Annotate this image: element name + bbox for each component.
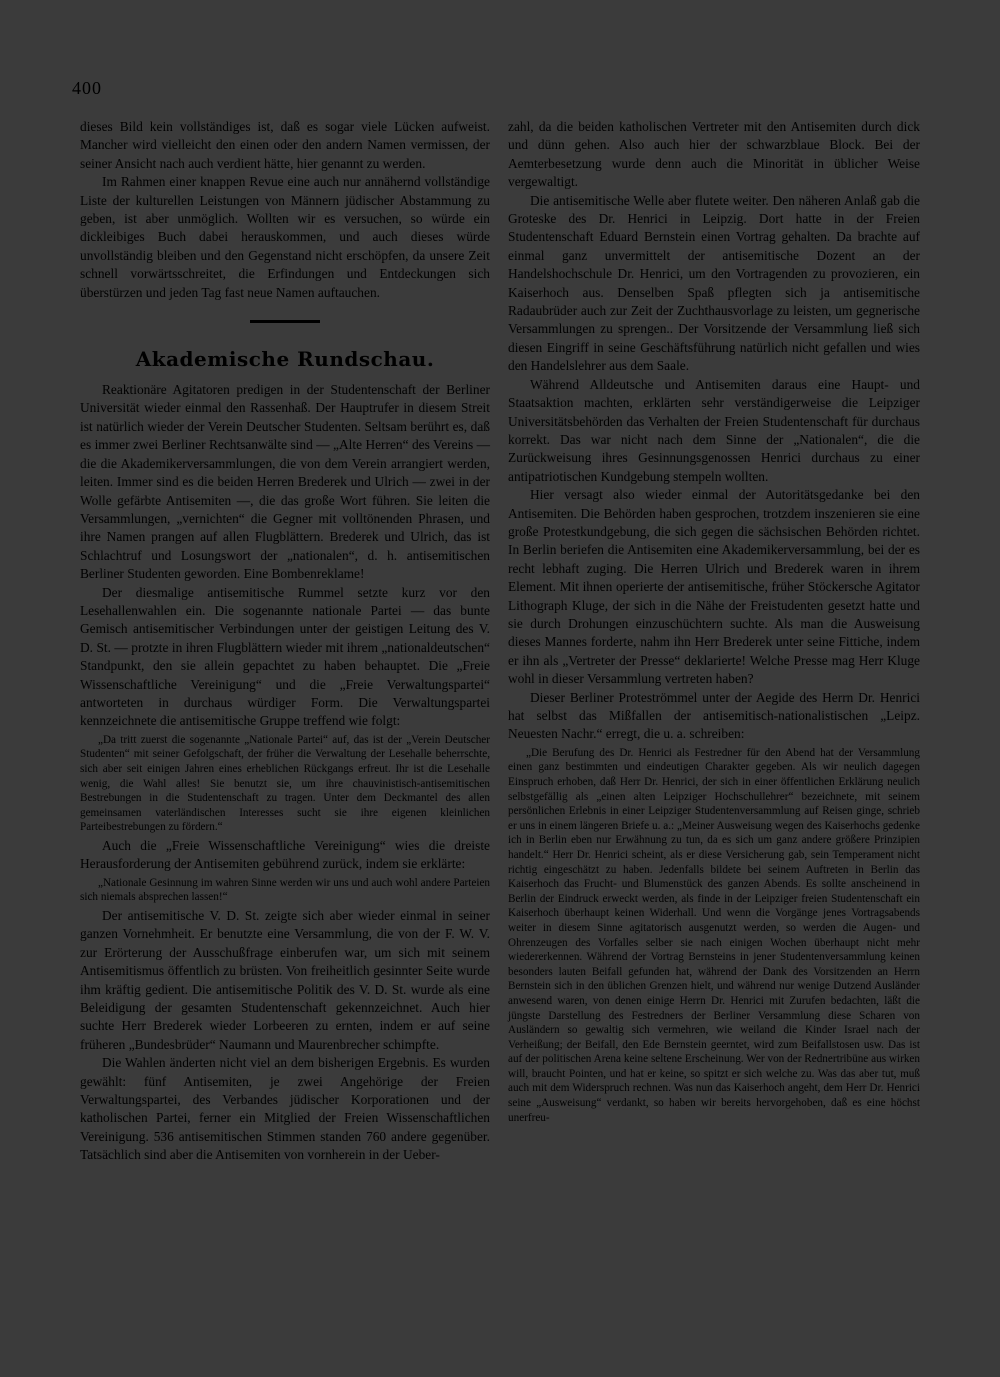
left-paragraph-6: Der antisemitische V. D. St. zeigte sich aber wieder einmal in seiner ganzen Vornehmheit. Er benutzte eine Versammlung, die von der F. W. V. zur Erörterung der Ausschußfrage einberufen war, um sich mit seinem Antisemitismus öffentlich zu brüsten. Von freiheitlich gesinnter Seite wurde ihm kräftig gedient. Die antisemitische Politik des V. D. St. wurde als eine Beleidigung der gesamten Studentenschaft gekennzeichnet. Auch hier suchte Herr Brederek wieder Lorbeeren zu ernten, indem er auf seine früheren „Bundesbrüder“ Naumann und Maurenbrecher schimpfte. <box>80 907 490 1052</box>
left-paragraph-1: dieses Bild kein vollständiges ist, daß es sogar viele Lücken aufweist. Mancher wird vielleicht den einen oder den andern Namen vermissen, der seiner Ansicht nach auch verdient hätte, hier genannt zu werden. <box>80 119 490 171</box>
left-paragraph-7: Die Wahlen änderten nicht viel an dem bisherigen Ergebnis. Es wurden gewählt: fünf Antisemiten, je zwei Angehörige der Freien Verwaltungspartei, des Verbandes jüdischer Korporationen und der katholischen Partei, ferner ein Mitglied der Freien Wissenschaftlichen Vereinigung. 536 antisemitischen Stimmen standen 760 andere gegenüber. Tatsächlich sind aber die Antisemiten von vornherein in der Ueber- <box>80 1055 490 1163</box>
section-heading: Akademische Rundschau. <box>135 347 435 372</box>
left-paragraph-5: Auch die „Freie Wissenschaftliche Vereinigung“ wies die dreiste Herausforderung der Antisemiten gebührend zurück, indem sie erklärte: <box>80 837 490 872</box>
page-number: 400 <box>72 78 102 98</box>
right-quote-1: „Die Berufung des Dr. Henrici als Festredner für den Abend hat der Versammlung einen ganz bestimmten und eindeutigen Charakter gegeben. Als wir neulich dagegen Einspruch erhoben, daß Herr Dr. Henrici, der sich in einer öffentlichen Erklärung neulich selbstgefällig als „einen alten Leipziger Hochschullehrer“ bezeichnete, mit seinem persönlichen Erlebnis in einer Leipziger Studentenversammlung auf Reisen ginge, schrieb er uns in einem längeren Briefe u. a.: „Meiner Ausweisung wegen des Kaiserhochs gedenke ich in Berlin eben nur Erwähnung zu tun, da es sich um ganz andere größere Prinzipien handelt.“ Herr Dr. Henrici scheint, als er diese Versicherung gab, sein Temperament nicht richtig eingeschätzt zu haben. Jedenfalls bildete bei seinem Auftreten in Berlin das Kaiserhoch das Frucht- und Blumenstück des ganzen Abends. Es sollte anscheinend in Berlin der Eindruck erweckt werden, als finde in der Leipziger freien Studentenschaft ein Kaiserhoch überhaupt keinen Widerhall. Und wenn die Vorgänge jenes Vortragsabends weiter in diesem Sinne agitatorisch ausgenutzt werden, so werden die Augen- und Ohrenzeugen des Vorfalles selber sie nach einigen Wochen überhaupt nicht mehr wiedererkennen. Während der Vortrag Bernsteins in jener Studentenversammlung keinen besonders lauten Beifall gefunden hat, während der Dank des Vorsitzenden an Herrn Bernstein sich in den üblichen Grenzen hielt, und während nur wenige Dutzend Ausländer anwesend waren, von denen einige Herrn Dr. Henrici mit Zurufen bedachten, läßt die jüngste Darstellung des Festredners der Berliner Versammlung diese Scharen von Ausländern so gewaltig sich vermehren, wie weiland die Kinder Israel nach der Verheißung; der Beifall, den Ede Bernstein geerntet, wird zum Beifallstosen usw. Das ist auf der politischen Arena keine seltene Erscheinung. Wer von der Rednertribüne aus wirken will, braucht Pointen, und hat er keine, so spitzt er sich welche zu. Was das aber tut, muß auch mit dem Widerspruch rechnen. Was nun das Kaiserhoch angeht, dem Herr Dr. Henrici seine „Ausweisung“ verdankt, so haben wir bereits hervorgehoben, daß es eine höchst unerfreu- <box>508 746 920 1124</box>
right-paragraph-4: Hier versagt also wieder einmal der Autoritätsgedanke bei den Antisemiten. Die Behörden haben gesprochen, trotzdem inszenieren sie eine große Protestkundgebung, die sich gegen die sächsischen Behörden richtet. In Berlin beriefen die Antisemiten eine Akademikerversammlung, bei der es recht lebhaft zuging. Die Herren Ulrich und Brederek waren in ihrem Element. Mit ihnen operierte der antisemitische, früher Stöckersche Agitator Lithograph Kluge, der sich in die Nähe der Freistudenten gesetzt hatte und sie durch Drohungen einzuschüchtern suchte. Als man die Ausweisung dieses Mannes forderte, nahm ihn Herr Brederek unter seine Fittiche, indem er ihn als „Vertreter der Presse“ deklarierte! Welche Presse mag Herr Kluge wohl in dieser Versammlung vertreten haben? <box>508 487 920 687</box>
right-column <box>508 118 920 1127</box>
right-paragraph-1: zahl, da die beiden katholischen Vertreter mit den Antisemiten durch dick und dünn gehen. Also auch hier der schwarzblaue Block. Bei der Aemterbesetzung wurde denn auch die Minorität in üblicher Weise vergewaltigt. <box>508 119 920 190</box>
left-quote-2: „Nationale Gesinnung im wahren Sinne werden wir uns und auch wohl andere Parteien sich niemals absprechen lassen!“ <box>80 876 490 904</box>
left-quote-1: „Da tritt zuerst die sogenannte „Nationale Partei“ auf, das ist der „Verein Deutscher Studenten“ mit seiner Gefolgschaft, der früher die Verwaltung der Lesehalle beherrschte, sich aber seit einigen Jahren eines erheblichen Rückgangs erfreut. Ihr ist die Lesehalle wenig, die Wahl alles! Sie benutzt sie, um ihre chauvinistisch-antisemitischen Bestrebungen in die Studentenschaft zu tragen. Unter dem Deckmantel des allen gemeinsamen vaterländischen Interesses sucht sie ihre eigenen kleinlichen Parteibestrebungen zu fördern.“ <box>80 733 490 834</box>
right-paragraph-2: Die antisemitische Welle aber flutete weiter. Den näheren Anlaß gab die Groteske des Dr. Henrici in Leipzig. Dort hatte in der Freien Studentenschaft Eduard Bernstein einen Vortrag gehalten. Da brachte auf einmal ganz unvermittelt der antisemitische Dozent an der Handelshochschule Dr. Henrici, um den Vortragenden zu provozieren, ein Kaiserhoch aus. Denselben Spaß pflegten sich ja antisemitische Radaubrüder auch zur Zeit der Zuchthausvorlage zu leisten, um gegnerische Versammlungen zu sprengen.. Der Vorsitzende der Versammlung ließ sich diesen Eingriff in seine Geschäftsführung natürlich nicht gefallen und wies den Handelslehrer aus dem Saale. <box>508 192 920 374</box>
left-paragraph-3: Reaktionäre Agitatoren predigen in der Studentenschaft der Berliner Universität wieder einmal den Rassenhaß. Der Hauptrufer in diesem Streit ist natürlich wieder der Verein Deutscher Studenten. Seltsam berührt es, daß es immer zwei Berliner Rechtsanwälte sind — „Alte Herren“ des Vereins — die die Akademikerversammlungen, die von dem Verein arrangiert werden, leiten. Immer sind es die beiden Herren Brederek und Ulrich — zwei in der Wolle gefärbte Antisemiten —, die das große Wort führen. Sie leiten die Versammlungen, „vernichten“ die Gegner mit volltönenden Phrasen, und ihre Namen prangen auf allen Flugblättern. Brederek und Ulrich, das ist Schlachtruf und Losungswort der „nationalen“, d. h. antisemitischen Berliner Studenten geworden. Eine Bombenreklame! <box>80 382 490 582</box>
right-paragraph-5: Dieser Berliner Proteströmmel unter der Aegide des Herrn Dr. Henrici hat selbst das Mißfallen der antisemitisch-nationalistischen „Leipz. Neuesten Nachr.“ erregt, die u. a. schreiben: <box>508 689 920 742</box>
section-separator <box>250 320 320 323</box>
left-column <box>80 118 490 1165</box>
left-paragraph-2: Im Rahmen einer knappen Revue eine auch nur annähernd vollständige Liste der kulturellen Leistungen von Männern jüdischer Abstammung zu geben, ist aber unmöglich. Wollten wir es versuchen, so würde ein dickleibiges Buch dabei herauskommen, und auch dieses würde unvollständig bleiben und den Gegenstand nicht erschöpfen, da unsere Zeit schnell vorwärtsschreitet, die Erfindungen und Entdeckungen sich überstürzen und jeden Tag fast neue Namen auftauchen. <box>80 174 490 300</box>
left-paragraph-4: Der diesmalige antisemitische Rummel setzte kurz vor den Lesehallenwahlen ein. Die sogenannte nationale Partei — das bunte Gemisch antisemitischer Verbindungen unter der geistigen Leitung des V. D. St. — protzte in ihren Flugblättern wieder mit ihrem „nationaldeutschen“ Standpunkt, den sie allein gepachtet zu haben behauptet. Die „Freie Wissenschaftliche Vereinigung“ und die „Freie Verwaltungspartei“ antworteten in durchaus würdiger Form. Die Verwaltungspartei kennzeichnete die antisemitische Gruppe treffend wie folgt: <box>80 584 490 729</box>
right-paragraph-3: Während Alldeutsche und Antisemiten daraus eine Haupt- und Staatsaktion machten, erklärten sehr verständigerweise die Leipziger Universitätsbehörden das Verhalten der Freien Studentenschaft für durchaus korrekt. Das war nicht nach dem Sinne der „Nationalen“, die die Zurückweisung ihres Gesinnungsgenossen Henrici durchaus zu einer antipatriotischen Kundgebung stempeln wollten. <box>508 376 920 484</box>
